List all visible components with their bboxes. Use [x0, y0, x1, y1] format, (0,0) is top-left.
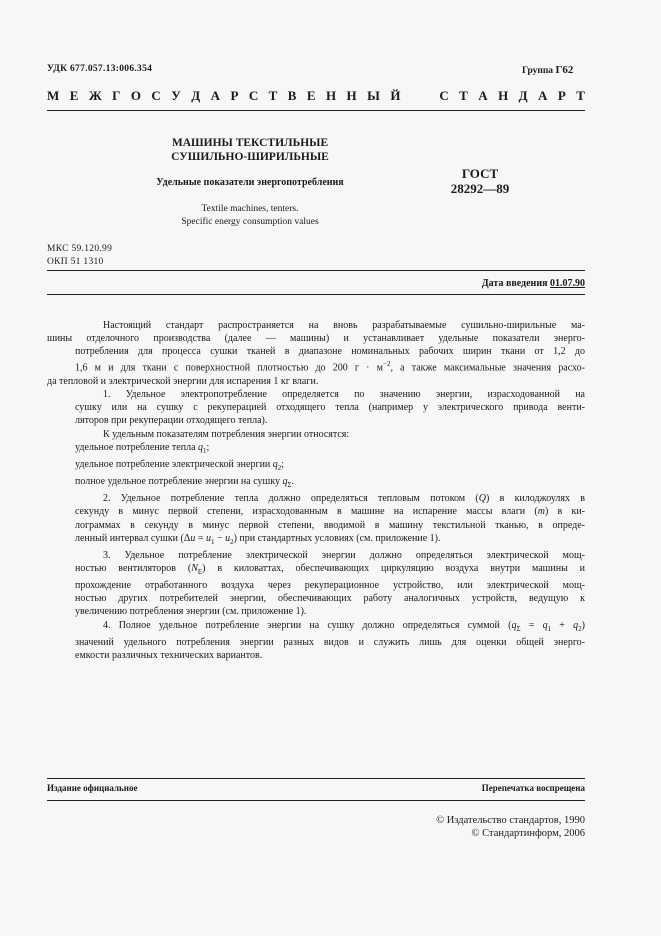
introduction-date — [300, 278, 585, 289]
paragraph-4 — [75, 619, 585, 662]
text-fragment: 2. Удельное потребление тепла должно определяться тепловым потоком ( — [103, 493, 479, 505]
text-line — [47, 532, 585, 549]
text-fragment: = — [520, 619, 543, 631]
text-fragment: ) в килоджоулях в — [485, 493, 585, 505]
variable: q — [198, 441, 204, 453]
copyright-line-2: © Стандартинформ, 2006 — [471, 828, 585, 839]
group-code: Г62 — [555, 64, 574, 76]
paragraph-2 — [75, 492, 585, 549]
text-fragment: удельное потребление электрической энергии — [75, 458, 273, 470]
variable: q — [542, 619, 548, 631]
banner-letter: Р — [230, 88, 239, 103]
text-fragment: секунду в минус первой степени, израсходованным в машине на испарение массы влаги ( — [75, 506, 538, 518]
text-fragment: ленный интервал сушки (Δ — [75, 532, 191, 544]
group-label-text: Группа — [522, 66, 556, 76]
banner-letter: Й — [390, 88, 401, 103]
banner-letter: Е — [306, 88, 316, 103]
banner-letter: С — [439, 88, 449, 103]
text-line: прохождение отработанного воздуха через рекуперационное устройство, или электрической мощ- — [75, 580, 585, 592]
subscript: 2 — [230, 537, 234, 546]
text-fragment: = — [195, 532, 206, 544]
subscript: E — [197, 567, 203, 576]
variable: Q — [478, 493, 486, 505]
text-line: 3. Удельное потребление электрической энергии должно определяться электрической мощ- — [103, 549, 585, 561]
banner-letter: Н — [498, 88, 509, 103]
variable: N — [191, 562, 198, 574]
footer-rule — [47, 778, 585, 779]
paragraph-1 — [75, 388, 585, 427]
text-line: полное удельное потребление энергии на сушку $q_\Sigma$. — [75, 476, 295, 490]
banner-letter: У — [171, 88, 181, 103]
text-fragment: полное удельное потребление энергии на сушку — [75, 476, 283, 488]
okp-code: ОКП 51 1310 — [47, 257, 104, 267]
text-line: потребления для процесса сушки тканей в диапазоне номинальных рабочих ширин ткани от 1,2 до — [75, 346, 585, 358]
variable: m — [537, 506, 545, 518]
text-fragment: 4. Полное удельное потребление энергии на сушку должно определяться суммой ( — [103, 619, 512, 631]
text-line: сушку или на сушку с рекуперацией отходящего тепла (например у электрического привода венти- — [75, 402, 585, 414]
introduction-date-label: Дата введения — [481, 278, 550, 289]
variable: q — [282, 476, 288, 488]
text-fragment: ) — [581, 619, 586, 631]
banner-letter: М — [47, 88, 60, 103]
title-line-2: СУШИЛЬНО-ШИРИЛЬНЫЕ — [171, 151, 329, 163]
banner-letter: Н — [346, 88, 357, 103]
document-body — [47, 319, 586, 662]
text-line: Настоящий стандарт распространяется на вновь разрабатываемые сушильно-ширильные ма- — [103, 320, 585, 331]
date-rule — [47, 294, 585, 295]
group-label — [522, 64, 573, 76]
text-line — [75, 619, 585, 636]
subscript: 2 — [277, 463, 282, 472]
text-fragment: ) при стандартных условиях (см. приложение 1). — [233, 532, 441, 544]
subscript: 1 — [547, 624, 552, 633]
variable: q — [573, 619, 579, 631]
udk-code: УДК 677.057.13:006.354 — [47, 64, 153, 74]
text-fragment: + — [551, 619, 574, 631]
english-title-line-1: Textile machines, tenters. — [201, 204, 299, 214]
subscript: 1 — [203, 446, 207, 455]
text-line: значений удельного потребления энергии разных видов и служить лишь для оценки общей энерго- — [75, 636, 585, 648]
top-rule — [47, 110, 585, 111]
english-title — [120, 203, 380, 229]
banner-letter: Ы — [367, 88, 380, 103]
banner-letter: Р — [557, 88, 566, 103]
banner-letter: С — [151, 88, 161, 103]
variable: q — [272, 458, 278, 470]
copyright-line-1: © Издательство стандартов, 1990 — [436, 815, 585, 826]
text-fragment: ностью вентиляторов ( — [75, 562, 192, 574]
document-subtitle: Удельные показатели энергопотребления — [156, 177, 344, 188]
text-line: емкости различных технических вариантов. — [75, 649, 263, 661]
banner-letter: Е — [69, 88, 79, 103]
text-line — [47, 358, 585, 374]
classification-codes — [47, 243, 112, 269]
interstate-standard-banner — [47, 88, 585, 104]
gost-code: 28292—89 — [450, 181, 510, 196]
text-fragment: удельное потребление тепла — [75, 441, 199, 453]
variable: u — [225, 532, 231, 544]
paragraph-intro — [47, 319, 585, 388]
text-line: К удельным показателям потребления энергии относятся: — [103, 428, 350, 440]
banner-letter: О — [130, 88, 141, 103]
banner-letter: А — [538, 88, 548, 103]
subscript: Σ — [287, 481, 292, 490]
banner-letter: С — [248, 88, 259, 103]
english-title-line-2: Specific energy consumption values — [181, 217, 319, 227]
text-fragment: 1,6 м и для ткани с поверхностной плотностью до 200 г · м — [75, 362, 383, 374]
text-fragment: ) в киловаттах, обеспечивающих циркуляцию воздуха внутри машины и — [202, 562, 585, 574]
subscript: 1 — [210, 537, 215, 546]
text-fragment: − — [214, 532, 226, 544]
variable: u — [190, 532, 196, 544]
superscript: −2 — [383, 360, 391, 369]
mks-code: МКС 59.120.99 — [47, 244, 113, 254]
text-line — [47, 505, 585, 518]
banner-letter: Д — [518, 88, 528, 103]
variable: q — [511, 619, 517, 631]
paragraph-3 — [75, 549, 585, 619]
banner-letter: Т — [576, 88, 585, 103]
introduction-date-value: 01.07.90 — [550, 278, 585, 289]
text-line: ностью других потребителей энергии, обеспечивающих работу аналогичных устройств, ведущую к — [75, 593, 585, 605]
footer-bottom-rule — [47, 800, 585, 801]
document-title — [120, 136, 380, 164]
subscript: 2 — [578, 624, 582, 633]
text-line: удельное потребление электрической энергии $q_2$; — [75, 458, 285, 472]
banner-letter: А — [478, 88, 488, 103]
banner-letter: Т — [268, 88, 278, 103]
title-line-1: МАШИНЫ ТЕКСТИЛЬНЫЕ — [171, 137, 329, 149]
text-line — [75, 492, 585, 505]
banner-letter: Н — [325, 88, 337, 103]
gost-number — [430, 166, 530, 196]
banner-letter: А — [210, 88, 220, 103]
gost-label: ГОСТ — [461, 166, 499, 181]
banner-letter: Т — [459, 88, 468, 103]
banner-letter: В — [287, 88, 297, 103]
banner-letter: Д — [191, 88, 201, 103]
codes-rule — [47, 270, 585, 271]
reprint-prohibited-label: Перепечатка воспрещена — [481, 783, 585, 793]
text-line: удельное потребление тепла $q_1$; — [75, 441, 210, 455]
text-line: шины отделочного производства (далее — машины) и устанавливает удельные показатели энерго- — [47, 333, 585, 345]
official-edition-label: Издание официальное — [47, 783, 138, 793]
paragraph-indicators — [75, 428, 585, 493]
copyright-block — [380, 814, 585, 840]
banner-gap — [411, 88, 429, 104]
text-line: лограммах в секунду в минус первой степени, вводимой в машину текстильной тканью, в опреде- — [75, 519, 585, 531]
text-line — [47, 562, 585, 579]
text-line: ляторов при рекуперации отходящего тепла). — [75, 415, 268, 427]
banner-letter: Ж — [88, 88, 102, 103]
subscript: Σ — [516, 624, 521, 633]
variable: u — [205, 532, 211, 544]
text-fragment: , а также максимальные значения расхо- — [390, 362, 585, 374]
text-line: увеличению потребления энергии (см. приложение 1). — [75, 606, 307, 618]
text-fragment: ) в ки- — [544, 506, 586, 518]
banner-letter: Г — [112, 88, 121, 103]
text-line: да тепловой и электрической энергии для испарения 1 кг влаги. — [47, 375, 319, 387]
text-line: 1. Удельное электропотребление определяется по значению энергии, израсходованной на — [103, 389, 585, 401]
